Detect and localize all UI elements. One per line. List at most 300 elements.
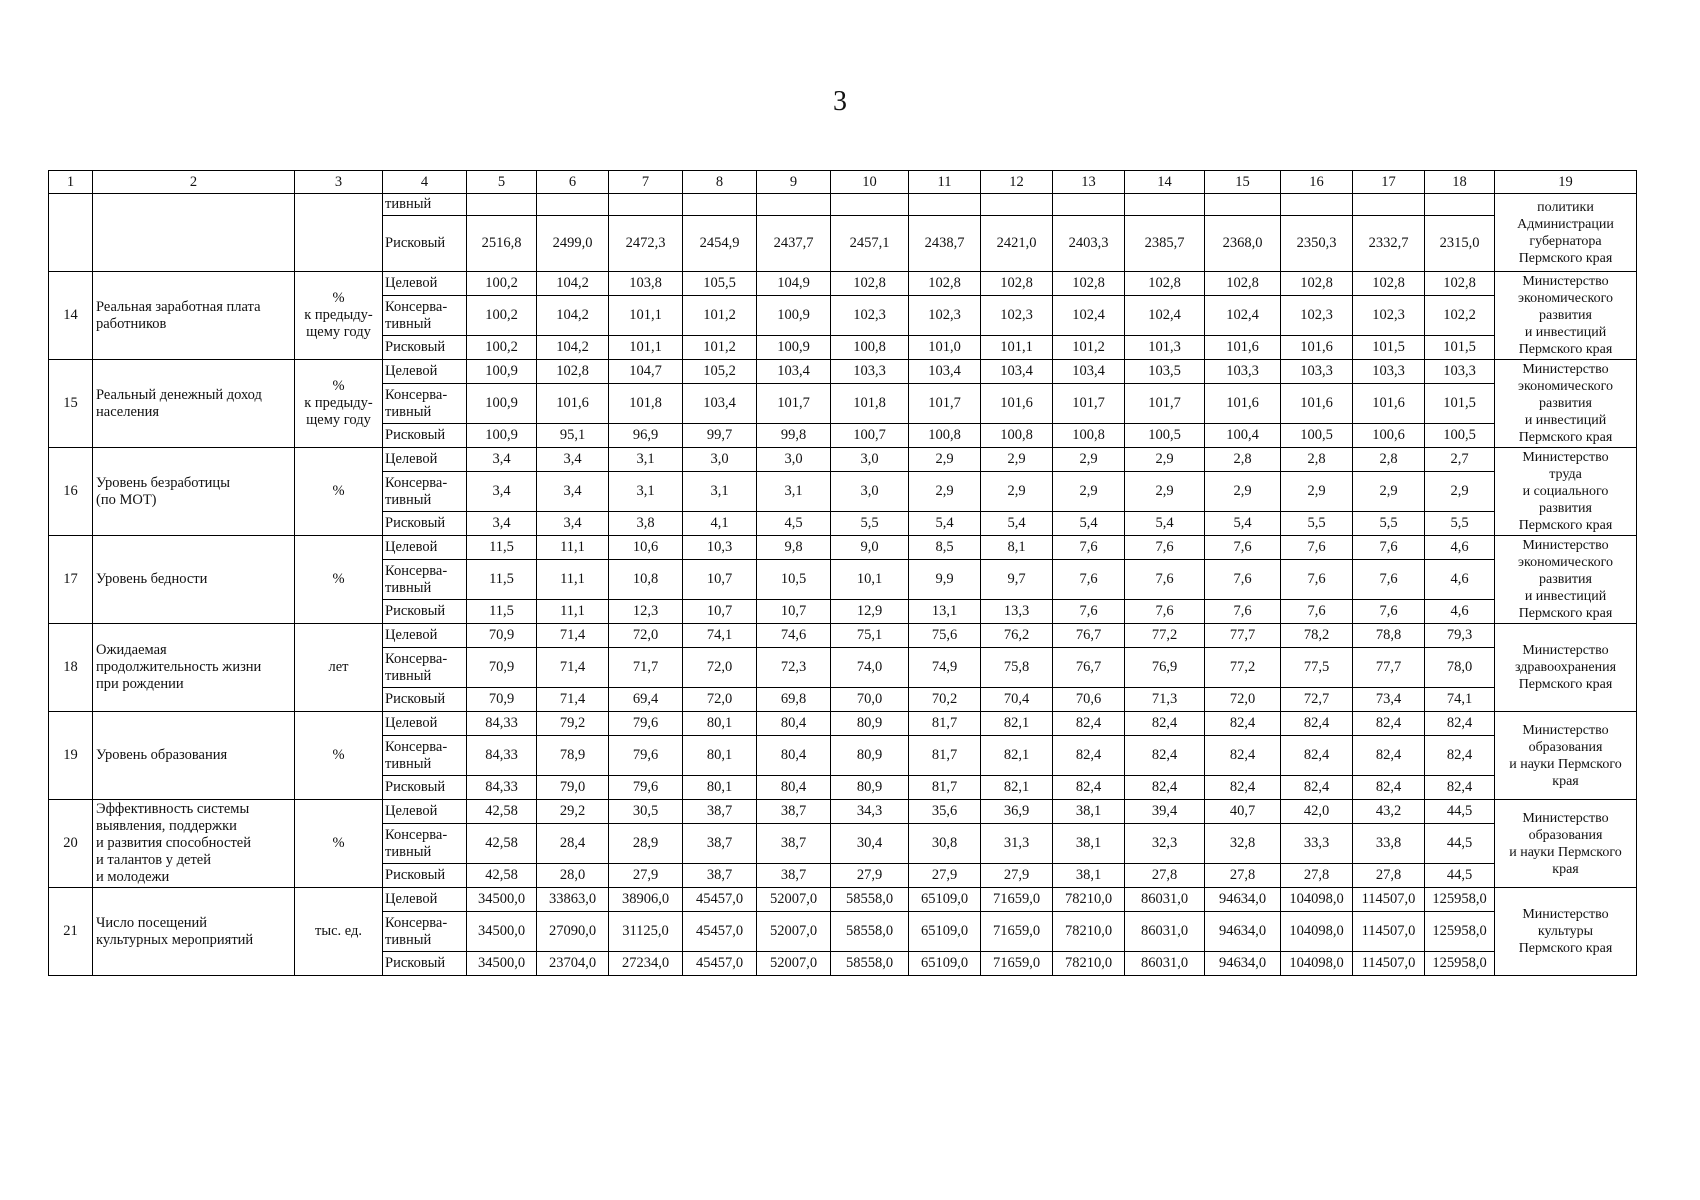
value-cell: 10,5 [757,560,831,600]
value-cell: 114507,0 [1353,888,1425,912]
value-cell: 65109,0 [909,912,981,952]
column-number: 3 [295,171,383,194]
value-cell: 84,33 [467,736,537,776]
value-cell: 102,8 [1053,272,1125,296]
indicator-name: Уровень образования [93,712,295,800]
value-cell: 82,4 [1125,712,1205,736]
value-cell: 114507,0 [1353,912,1425,952]
value-cell: 45457,0 [683,952,757,976]
value-cell: 10,8 [609,560,683,600]
value-cell: 100,2 [467,296,537,336]
value-cell: 79,3 [1425,624,1495,648]
value-cell: 104,2 [537,336,609,360]
value-cell: 33,8 [1353,824,1425,864]
indicator-name: Число посещений культурных мероприятий [93,888,295,976]
value-cell: 34,3 [831,800,909,824]
responsible-ministry: Министерство культуры Пермского края [1495,888,1637,976]
indicator-name-cell [93,194,295,272]
value-cell: 101,2 [1053,336,1125,360]
value-cell: 27,9 [831,864,909,888]
value-cell: 94634,0 [1205,912,1281,952]
value-cell: 75,6 [909,624,981,648]
value-cell [831,194,909,216]
scenario-label: Рисковый [383,512,467,536]
value-cell: 103,4 [757,360,831,384]
unit: % к предыду- щему году [295,272,383,360]
value-cell: 78,0 [1425,648,1495,688]
column-number: 14 [1125,171,1205,194]
value-cell: 9,9 [909,560,981,600]
value-cell: 100,8 [1053,424,1125,448]
value-cell: 101,6 [1281,384,1353,424]
value-cell: 2,9 [909,472,981,512]
value-cell: 28,0 [537,864,609,888]
value-cell: 2385,7 [1125,216,1205,272]
value-cell: 38,7 [683,800,757,824]
value-cell: 2,7 [1425,448,1495,472]
value-cell: 38,7 [683,864,757,888]
responsible-ministry: Министерство образования и науки Пермского края [1495,712,1637,800]
value-cell: 80,1 [683,736,757,776]
value-cell: 13,1 [909,600,981,624]
column-number: 1 [49,171,93,194]
value-cell: 3,1 [609,448,683,472]
value-cell: 101,5 [1353,336,1425,360]
value-cell: 7,6 [1281,600,1353,624]
value-cell: 71,3 [1125,688,1205,712]
value-cell: 82,4 [1053,712,1125,736]
value-cell: 80,4 [757,712,831,736]
value-cell: 80,9 [831,736,909,776]
value-cell: 27,9 [609,864,683,888]
column-number: 11 [909,171,981,194]
column-number: 19 [1495,171,1637,194]
value-cell: 100,8 [831,336,909,360]
value-cell: 70,9 [467,648,537,688]
value-cell: 101,7 [757,384,831,424]
value-cell: 2,9 [1125,448,1205,472]
value-cell: 82,4 [1353,776,1425,800]
value-cell: 102,8 [1353,272,1425,296]
value-cell: 86031,0 [1125,888,1205,912]
responsible-ministry: Министерство экономического развития и инвестиций Пермского края [1495,536,1637,624]
scenario-label: Рисковый [383,952,467,976]
value-cell: 38,1 [1053,864,1125,888]
value-cell: 33,3 [1281,824,1353,864]
value-cell: 3,0 [757,448,831,472]
scenario-label: Рисковый [383,776,467,800]
value-cell: 3,1 [757,472,831,512]
value-cell: 44,5 [1425,824,1495,864]
value-cell: 78210,0 [1053,888,1125,912]
value-cell: 27,8 [1205,864,1281,888]
value-cell: 102,8 [909,272,981,296]
value-cell: 11,1 [537,560,609,600]
value-cell: 70,9 [467,624,537,648]
value-cell: 4,6 [1425,560,1495,600]
column-number: 7 [609,171,683,194]
value-cell: 103,5 [1125,360,1205,384]
value-cell: 23704,0 [537,952,609,976]
value-cell: 7,6 [1205,600,1281,624]
value-cell: 73,4 [1353,688,1425,712]
indicator-row [49,800,1637,824]
column-number: 16 [1281,171,1353,194]
value-cell: 75,8 [981,648,1053,688]
unit: % [295,712,383,800]
row-number: 20 [49,800,93,888]
value-cell: 71659,0 [981,912,1053,952]
value-cell: 79,6 [609,776,683,800]
value-cell: 102,8 [1125,272,1205,296]
value-cell: 72,7 [1281,688,1353,712]
value-cell: 71,4 [537,688,609,712]
row-number: 16 [49,448,93,536]
value-cell: 2368,0 [1205,216,1281,272]
value-cell: 103,3 [1353,360,1425,384]
value-cell: 3,0 [683,448,757,472]
responsible-ministry: Министерство здравоохранения Пермского края [1495,624,1637,712]
value-cell: 3,8 [609,512,683,536]
value-cell: 103,3 [1205,360,1281,384]
value-cell: 101,5 [1425,336,1495,360]
value-cell: 4,1 [683,512,757,536]
value-cell: 58558,0 [831,912,909,952]
value-cell: 102,3 [831,296,909,336]
value-cell: 2,8 [1353,448,1425,472]
value-cell: 82,4 [1425,712,1495,736]
value-cell: 2,8 [1281,448,1353,472]
value-cell: 30,4 [831,824,909,864]
column-number: 15 [1205,171,1281,194]
value-cell: 32,8 [1205,824,1281,864]
value-cell: 9,8 [757,536,831,560]
value-cell: 102,4 [1053,296,1125,336]
value-cell [537,194,609,216]
value-cell: 3,4 [537,472,609,512]
value-cell: 78,9 [537,736,609,776]
value-cell: 70,4 [981,688,1053,712]
value-cell: 11,5 [467,600,537,624]
column-number: 18 [1425,171,1495,194]
value-cell: 9,0 [831,536,909,560]
value-cell: 102,4 [1205,296,1281,336]
page-number: 3 [833,86,847,117]
unit: тыс. ед. [295,888,383,976]
value-cell: 34500,0 [467,888,537,912]
value-cell: 84,33 [467,776,537,800]
value-cell: 101,7 [1053,384,1125,424]
value-cell: 2438,7 [909,216,981,272]
value-cell: 2421,0 [981,216,1053,272]
value-cell: 42,0 [1281,800,1353,824]
value-cell: 7,6 [1205,560,1281,600]
value-cell: 74,6 [757,624,831,648]
value-cell: 100,2 [467,336,537,360]
value-cell: 103,4 [683,384,757,424]
value-cell: 3,0 [831,472,909,512]
value-cell: 38,7 [757,824,831,864]
column-number-row [49,171,1637,194]
value-cell: 80,1 [683,712,757,736]
value-cell: 100,9 [467,424,537,448]
value-cell: 27,8 [1281,864,1353,888]
value-cell: 102,3 [1353,296,1425,336]
column-number: 2 [93,171,295,194]
scenario-label: Целевой [383,448,467,472]
value-cell: 74,9 [909,648,981,688]
value-cell: 10,7 [683,600,757,624]
value-cell: 33863,0 [537,888,609,912]
value-cell: 42,58 [467,864,537,888]
scenario-label: тивный [383,194,467,216]
indicator-name: Реальный денежный доход населения [93,360,295,448]
value-cell: 70,0 [831,688,909,712]
value-cell: 77,7 [1353,648,1425,688]
row-number: 15 [49,360,93,448]
value-cell: 4,6 [1425,536,1495,560]
value-cell: 86031,0 [1125,952,1205,976]
value-cell: 81,7 [909,736,981,776]
value-cell: 104098,0 [1281,888,1353,912]
column-number: 8 [683,171,757,194]
value-cell: 101,5 [1425,384,1495,424]
value-cell: 2472,3 [609,216,683,272]
value-cell: 77,2 [1205,648,1281,688]
value-cell: 58558,0 [831,888,909,912]
row-number: 18 [49,624,93,712]
indicator-row [49,448,1637,472]
value-cell: 2457,1 [831,216,909,272]
value-cell: 44,5 [1425,800,1495,824]
value-cell: 34500,0 [467,912,537,952]
scenario-label: Рисковый [383,216,467,272]
value-cell: 2437,7 [757,216,831,272]
value-cell: 101,7 [909,384,981,424]
scenario-label: Консерва- тивный [383,736,467,776]
scenario-label: Целевой [383,712,467,736]
value-cell: 81,7 [909,712,981,736]
value-cell: 7,6 [1205,536,1281,560]
indicator-row [49,888,1637,912]
value-cell: 78210,0 [1053,952,1125,976]
value-cell: 70,6 [1053,688,1125,712]
value-cell: 7,6 [1125,600,1205,624]
value-cell: 2,9 [1053,448,1125,472]
value-cell: 103,4 [909,360,981,384]
value-cell: 4,6 [1425,600,1495,624]
value-cell: 100,7 [831,424,909,448]
indicator-name: Эффективность системы выявления, поддержки и развития способностей и талантов у детей и молодежи [93,800,295,888]
value-cell: 7,6 [1281,560,1353,600]
scenario-label: Целевой [383,800,467,824]
value-cell: 102,8 [537,360,609,384]
value-cell: 101,6 [1281,336,1353,360]
value-cell: 104098,0 [1281,952,1353,976]
value-cell: 76,9 [1125,648,1205,688]
value-cell: 100,6 [1353,424,1425,448]
value-cell: 80,4 [757,776,831,800]
value-cell: 82,4 [1281,736,1353,776]
value-cell: 3,4 [537,512,609,536]
row-number: 19 [49,712,93,800]
value-cell: 101,8 [609,384,683,424]
value-cell: 52007,0 [757,888,831,912]
value-cell: 105,2 [683,360,757,384]
value-cell: 101,6 [1353,384,1425,424]
value-cell: 77,5 [1281,648,1353,688]
value-cell: 78,2 [1281,624,1353,648]
value-cell: 7,6 [1353,560,1425,600]
value-cell: 11,5 [467,536,537,560]
column-number: 13 [1053,171,1125,194]
value-cell: 100,2 [467,272,537,296]
indicator-name: Уровень бедности [93,536,295,624]
value-cell [1425,194,1495,216]
scenario-label: Консерва- тивный [383,472,467,512]
value-cell: 82,4 [1205,712,1281,736]
value-cell: 2454,9 [683,216,757,272]
value-cell [1125,194,1205,216]
value-cell: 3,1 [609,472,683,512]
value-cell: 71659,0 [981,888,1053,912]
value-cell: 30,5 [609,800,683,824]
value-cell: 3,4 [467,512,537,536]
value-cell: 81,7 [909,776,981,800]
scenario-label: Рисковый [383,688,467,712]
value-cell: 82,4 [1125,776,1205,800]
value-cell: 101,1 [981,336,1053,360]
row-number: 14 [49,272,93,360]
indicator-row [49,712,1637,736]
value-cell: 74,1 [683,624,757,648]
value-cell: 72,0 [683,648,757,688]
value-cell: 38,1 [1053,824,1125,864]
value-cell: 69,8 [757,688,831,712]
value-cell: 77,7 [1205,624,1281,648]
value-cell: 75,1 [831,624,909,648]
value-cell: 103,3 [1425,360,1495,384]
value-cell: 76,2 [981,624,1053,648]
unit: % [295,800,383,888]
column-number: 12 [981,171,1053,194]
value-cell: 80,9 [831,712,909,736]
value-cell: 72,0 [609,624,683,648]
value-cell: 100,5 [1125,424,1205,448]
value-cell: 7,6 [1353,536,1425,560]
value-cell: 100,9 [467,384,537,424]
value-cell: 2,9 [1425,472,1495,512]
value-cell: 101,6 [1205,336,1281,360]
value-cell: 52007,0 [757,952,831,976]
value-cell: 2,9 [1053,472,1125,512]
responsible-ministry: Министерство экономического развития и инвестиций Пермского края [1495,272,1637,360]
value-cell: 99,7 [683,424,757,448]
value-cell: 82,4 [1425,736,1495,776]
value-cell [909,194,981,216]
value-cell: 100,9 [757,296,831,336]
responsible-cell [1495,194,1637,272]
value-cell: 5,4 [981,512,1053,536]
value-cell: 10,7 [757,600,831,624]
scenario-label: Рисковый [383,424,467,448]
value-cell: 38,7 [757,800,831,824]
value-cell: 125958,0 [1425,952,1495,976]
value-cell: 4,5 [757,512,831,536]
value-cell: 77,2 [1125,624,1205,648]
value-cell: 101,7 [1125,384,1205,424]
scenario-label: Целевой [383,536,467,560]
value-cell: 96,9 [609,424,683,448]
value-cell: 2,9 [1125,472,1205,512]
indicator-row [49,272,1637,296]
value-cell: 27,9 [981,864,1053,888]
value-cell: 79,6 [609,712,683,736]
scenario-label: Консерва- тивный [383,824,467,864]
value-cell: 58558,0 [831,952,909,976]
scenario-label: Целевой [383,888,467,912]
value-cell: 80,9 [831,776,909,800]
value-cell: 72,0 [1205,688,1281,712]
value-cell: 82,4 [1281,712,1353,736]
value-cell: 78,8 [1353,624,1425,648]
value-cell: 5,5 [1425,512,1495,536]
value-cell: 102,8 [1205,272,1281,296]
value-cell: 82,4 [1425,776,1495,800]
value-cell: 100,5 [1425,424,1495,448]
indicator-name: Уровень безработицы (по МОТ) [93,448,295,536]
indicator-name: Ожидаемая продолжительность жизни при рождении [93,624,295,712]
value-cell: 52007,0 [757,912,831,952]
value-cell: 27,9 [909,864,981,888]
value-cell: 38,7 [757,864,831,888]
value-cell: 27090,0 [537,912,609,952]
value-cell: 30,8 [909,824,981,864]
value-cell: 65109,0 [909,888,981,912]
value-cell: 13,3 [981,600,1053,624]
value-cell: 2315,0 [1425,216,1495,272]
value-cell: 82,4 [1205,776,1281,800]
value-cell: 104,2 [537,272,609,296]
value-cell: 101,6 [981,384,1053,424]
value-cell: 5,5 [1353,512,1425,536]
indicator-row [49,624,1637,648]
value-cell: 5,4 [1125,512,1205,536]
value-cell [1281,194,1353,216]
value-cell: 3,4 [467,448,537,472]
value-cell: 79,2 [537,712,609,736]
scenario-label: Консерва- тивный [383,648,467,688]
value-cell: 11,5 [467,560,537,600]
value-cell: 38906,0 [609,888,683,912]
value-cell: 82,4 [1353,736,1425,776]
value-cell: 36,9 [981,800,1053,824]
value-cell: 2,9 [1353,472,1425,512]
value-cell [683,194,757,216]
column-number: 5 [467,171,537,194]
value-cell: 71,4 [537,648,609,688]
value-cell: 100,8 [981,424,1053,448]
scenario-label: Целевой [383,624,467,648]
value-cell: 86031,0 [1125,912,1205,952]
value-cell: 104098,0 [1281,912,1353,952]
value-cell: 82,4 [1053,736,1125,776]
value-cell: 3,0 [831,448,909,472]
value-cell: 28,4 [537,824,609,864]
value-cell: 79,6 [609,736,683,776]
value-cell: 72,0 [683,688,757,712]
value-cell: 27,8 [1125,864,1205,888]
